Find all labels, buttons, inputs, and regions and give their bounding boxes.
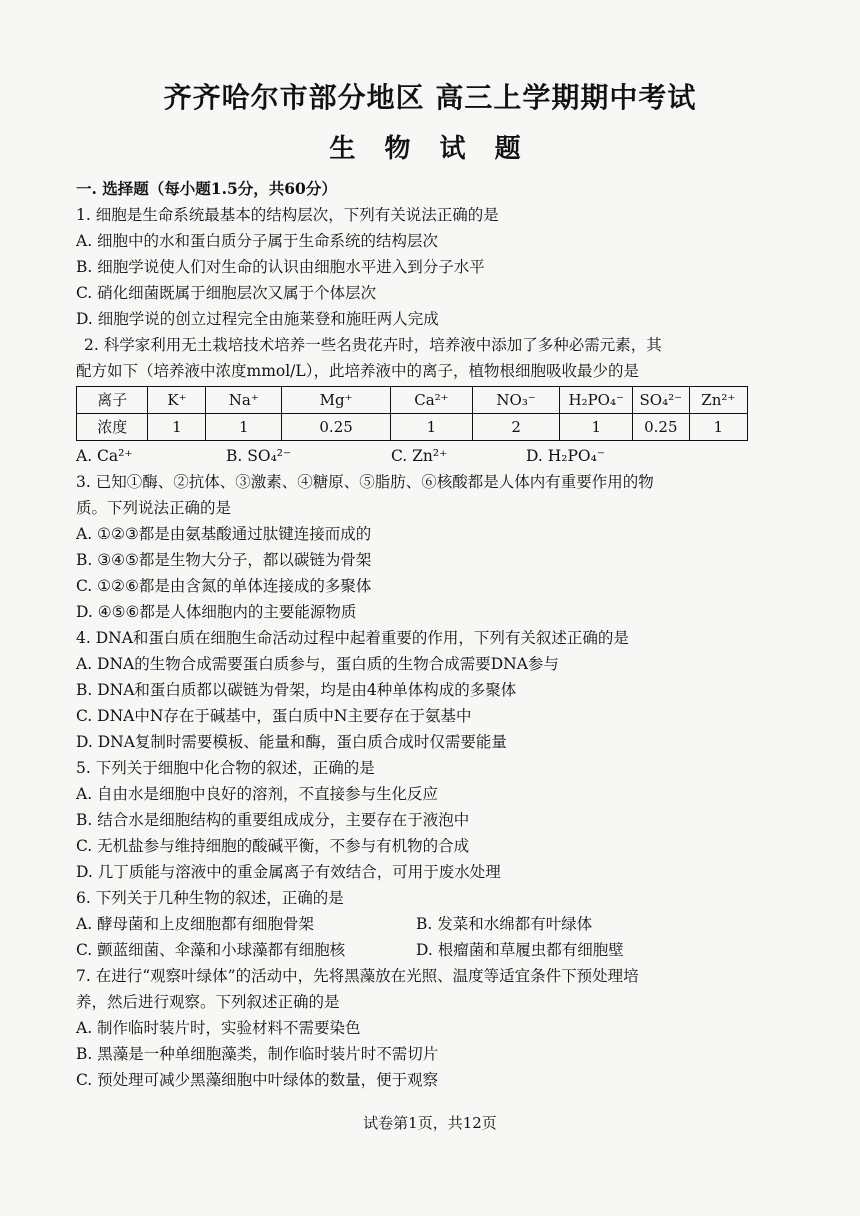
option-d: D. ④⑤⑥都是人体细胞内的主要能源物质 — [76, 603, 357, 621]
table-cell: SO₄²⁻ — [632, 387, 689, 414]
option-c: C. Zn²⁺ — [391, 447, 448, 465]
option-a: A. DNA的生物合成需要蛋白质参与，蛋白质的生物合成需要DNA参与 — [76, 655, 559, 673]
question-stem: 4. DNA和蛋白质在细胞生命活动过程中起着重要的作用，下列有关叙述正确的是 — [76, 629, 629, 647]
table-cell: 1 — [391, 414, 473, 441]
option-b: B. 结合水是细胞结构的重要组成成分，主要存在于液泡中 — [76, 811, 470, 829]
question-content — [76, 176, 756, 1093]
question-stem: 3. 已知①酶、②抗体、③激素、④糖原、⑤脂肪、⑥核酸都是人体内有重要作用的物 — [76, 473, 654, 491]
option-row — [76, 443, 756, 469]
section-heading: 一. 选择题（每小题1.5分，共60分） — [76, 179, 337, 198]
table-cell: 1 — [560, 414, 633, 441]
table-cell: 1 — [689, 414, 747, 441]
ion-concentration-table — [76, 386, 748, 441]
table-cell: 浓度 — [77, 414, 148, 441]
table-row — [77, 414, 748, 441]
option-b: B. 黑藻是一种单细胞藻类，制作临时装片时不需切片 — [76, 1045, 439, 1063]
option-b: B. 细胞学说使人们对生命的认识由细胞水平进入到分子水平 — [76, 258, 485, 276]
table-cell: 0.25 — [632, 414, 689, 441]
option-a: A. 酵母菌和上皮细胞都有细胞骨架 — [76, 915, 315, 933]
table-cell: NO₃⁻ — [472, 387, 560, 414]
option-c: C. 硝化细菌既属于细胞层次又属于个体层次 — [76, 284, 377, 302]
table-cell: Zn²⁺ — [689, 387, 747, 414]
option-c: C. DNA中N存在于碱基中，蛋白质中N主要存在于氨基中 — [76, 707, 472, 725]
option-row — [76, 937, 756, 963]
question-stem: 7. 在进行“观察叶绿体”的活动中，先将黑藻放在光照、温度等适宜条件下预处理培 — [76, 967, 639, 985]
option-a: A. ①②③都是由氨基酸通过肽键连接而成的 — [76, 525, 372, 543]
option-d: D. DNA复制时需要模板、能量和酶，蛋白质合成时仅需要能量 — [76, 733, 507, 751]
question-3 — [76, 469, 756, 625]
question-7 — [76, 963, 756, 1093]
subject-title: 生 物 试 题 — [329, 134, 531, 164]
option-b: B. ③④⑤都是生物大分子，都以碳链为骨架 — [76, 551, 372, 569]
table-cell: Mg⁺ — [282, 387, 391, 414]
table-cell: 离子 — [77, 387, 148, 414]
option-b: B. SO₄²⁻ — [226, 447, 292, 465]
option-a: A. 制作临时装片时，实验材料不需要染色 — [76, 1019, 361, 1037]
table-cell: 1 — [206, 414, 282, 441]
option-c: C. 颤蓝细菌、伞藻和小球藻都有细胞核 — [76, 941, 346, 959]
question-stem-continued: 质。下列说法正确的是 — [76, 499, 232, 517]
option-c: C. 预处理可减少黑藻细胞中叶绿体的数量，便于观察 — [76, 1071, 439, 1089]
question-2 — [76, 332, 756, 469]
option-b: B. DNA和蛋白质都以碳链为骨架，均是由4种单体构成的多聚体 — [76, 681, 517, 699]
option-d: D. 几丁质能与溶液中的重金属离子有效结合，可用于废水处理 — [76, 863, 501, 881]
question-1 — [76, 202, 756, 332]
option-c: C. 无机盐参与维持细胞的酸碱平衡，不参与有机物的合成 — [76, 837, 470, 855]
table-cell: Na⁺ — [206, 387, 282, 414]
table-cell: Ca²⁺ — [391, 387, 473, 414]
option-a: A. 自由水是细胞中良好的溶剂，不直接参与生化反应 — [76, 785, 439, 803]
option-row — [76, 911, 756, 937]
table-cell: K⁺ — [148, 387, 206, 414]
question-stem-continued: 养，然后进行观察。下列叙述正确的是 — [76, 993, 340, 1011]
option-b: B. 发菜和水绵都有叶绿体 — [416, 915, 593, 933]
question-5 — [76, 755, 756, 885]
page-footer: 试卷第1页，共12页 — [363, 1114, 497, 1132]
table-cell: 1 — [148, 414, 206, 441]
table-cell: H₂PO₄⁻ — [560, 387, 633, 414]
option-c: C. ①②⑥都是由含氮的单体连接成的多聚体 — [76, 577, 372, 595]
table-cell: 2 — [472, 414, 560, 441]
question-4 — [76, 625, 756, 755]
question-stem: 6. 下列关于几种生物的叙述，正确的是 — [76, 889, 344, 907]
question-6 — [76, 885, 756, 963]
option-a: A. 细胞中的水和蛋白质分子属于生命系统的结构层次 — [76, 232, 439, 250]
question-stem: 1. 细胞是生命系统最基本的结构层次，下列有关说法正确的是 — [76, 206, 499, 224]
question-stem-continued: 配方如下（培养液中浓度mmol/L），此培养液中的离子，植物根细胞吸收最少的是 — [76, 362, 639, 380]
question-stem: 2. 科学家利用无土栽培技术培养一些名贵花卉时，培养液中添加了多种必需元素，其 — [84, 336, 662, 354]
option-d: D. H₂PO₄⁻ — [526, 447, 605, 465]
question-stem: 5. 下列关于细胞中化合物的叙述，正确的是 — [76, 759, 375, 777]
table-cell: 0.25 — [282, 414, 391, 441]
option-d: D. 根瘤菌和草履虫都有细胞壁 — [416, 941, 624, 959]
option-a: A. Ca²⁺ — [76, 447, 133, 465]
table-row — [77, 387, 748, 414]
exam-title: 齐齐哈尔市部分地区 高三上学期期中考试 — [163, 81, 697, 114]
option-d: D. 细胞学说的创立过程完全由施莱登和施旺两人完成 — [76, 310, 439, 328]
